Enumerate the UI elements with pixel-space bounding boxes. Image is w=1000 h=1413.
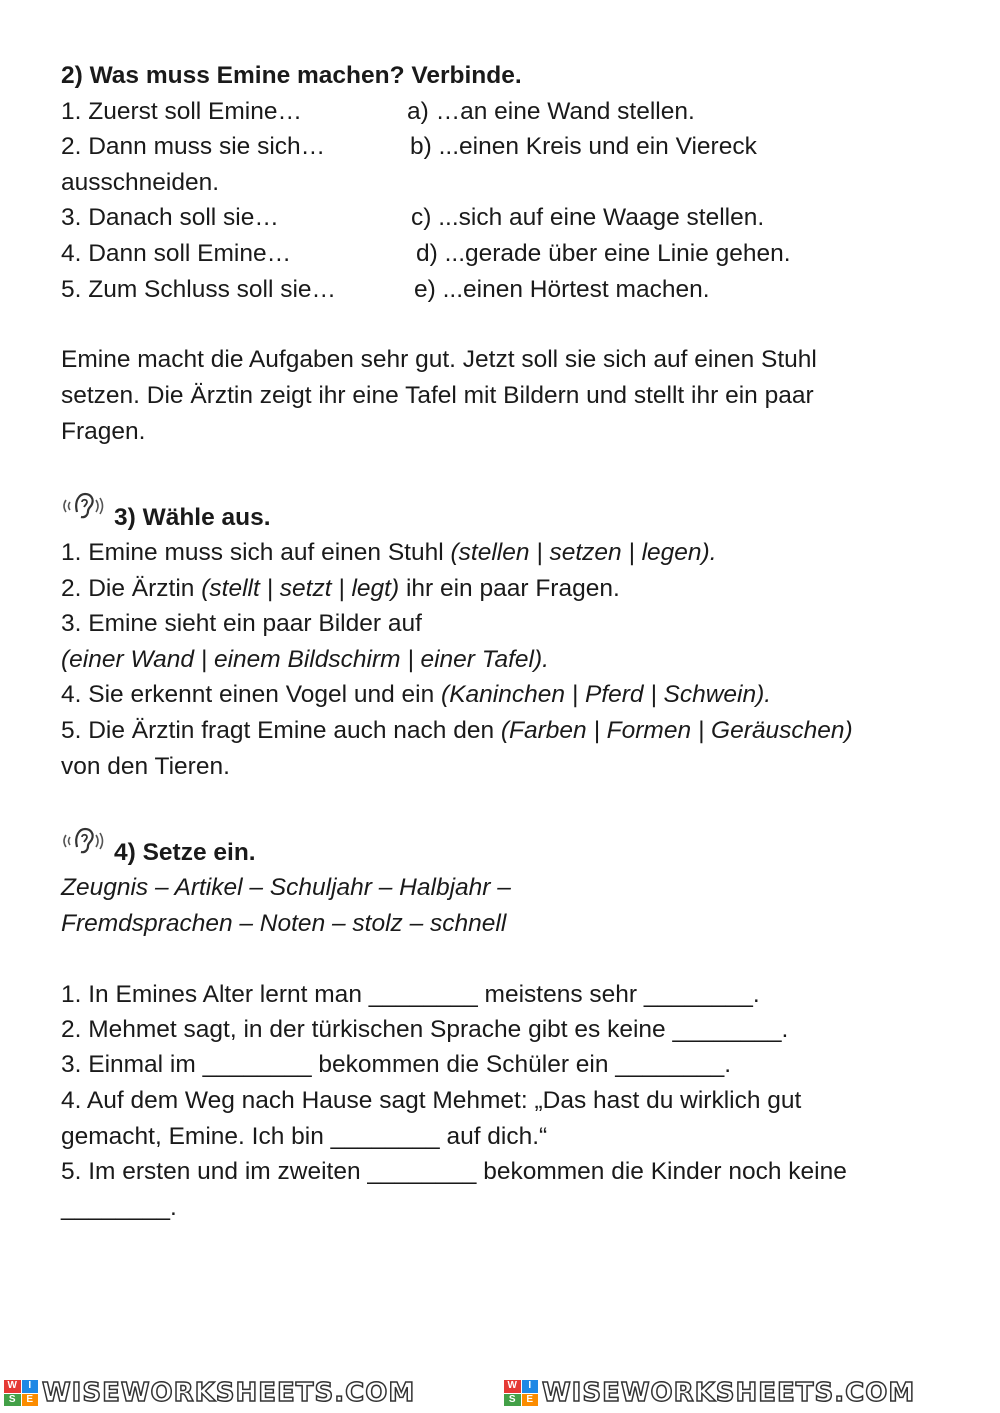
word-bank-line-2: Fremdsprachen – Noten – stolz – schnell [61,910,507,937]
matching-right-c: c) ...sich auf eine Waage stellen. [411,204,765,231]
choice-options: (Farben | Formen | Geräuschen) [500,717,853,744]
logo-letter: S [504,1394,521,1407]
brand-block [504,1378,915,1408]
choice-item-4 [61,680,771,710]
choice-text: 4. Sie erkennt einen Vogel und ein [61,681,442,708]
gap-sentence-1: 1. In Emines Alter lernt man ________ meistens sehr ________. [61,981,760,1008]
logo-letter: W [504,1380,521,1393]
brand-text: WISEWORKSHEETS.COM [42,1378,416,1408]
ear-listening-icon [60,490,106,522]
choice-item-1 [61,538,717,568]
matching-right-d: d) ...gerade über eine Linie gehen. [416,240,791,267]
section3-heading: 3) Wähle aus. [114,504,271,531]
brand-text: WISEWORKSHEETS.COM [542,1378,916,1408]
logo-letter: E [22,1394,39,1407]
ear-listening-icon [60,825,106,857]
matching-left-1: 1. Zuerst soll Emine… [61,98,302,125]
matching-right-e: e) ...einen Hörtest machen. [414,276,710,303]
choice-text-after: ihr ein paar Fragen. [399,575,620,602]
matching-right-b: b) ...einen Kreis und ein Viereck [410,133,757,160]
choice-text: 5. Die Ärztin fragt Emine auch nach den [61,717,501,744]
word-bank-line-1: Zeugnis – Artikel – Schuljahr – Halbjahr – [61,874,511,901]
brand-logo-icon [4,1380,38,1406]
logo-letter: W [4,1380,21,1393]
matching-left-2-cont: ausschneiden. [61,169,220,196]
section2-heading: 2) Was muss Emine machen? Verbinde. [61,62,522,89]
choice-options: (stellt | setzt | legt) [201,575,400,602]
gap-sentence-4: 4. Auf dem Weg nach Hause sagt Mehmet: „Das hast du wirklich gut [61,1087,802,1114]
section4-heading: 4) Setze ein. [114,839,256,866]
paragraph-line-1: Emine macht die Aufgaben sehr gut. Jetzt soll sie sich auf einen Stuhl [61,346,817,373]
choice-options: (Kaninchen | Pferd | Schwein). [441,681,772,708]
logo-letter: I [22,1380,39,1393]
brand-logo-icon [504,1380,538,1406]
matching-right-a: a) …an eine Wand stellen. [407,98,695,125]
matching-left-2: 2. Dann muss sie sich… [61,133,326,160]
choice-text: 1. Emine muss sich auf einen Stuhl [61,539,451,566]
choice-item-3-options: (einer Wand | einem Bildschirm | einer Tafel). [61,646,549,673]
gap-sentence-3: 3. Einmal im ________ bekommen die Schüler ein ________. [61,1051,732,1078]
gap-sentence-5: 5. Im ersten und im zweiten ________ bekommen die Kinder noch keine [61,1158,847,1185]
gap-sentence-4-cont: gemacht, Emine. Ich bin ________ auf dich.“ [61,1123,548,1150]
choice-item-5 [61,716,853,746]
choice-text: 2. Die Ärztin [61,575,202,602]
gap-sentence-2: 2. Mehmet sagt, in der türkischen Sprache gibt es keine ________. [61,1016,789,1043]
choice-item-3: 3. Emine sieht ein paar Bilder auf [61,610,422,637]
choice-options: (stellen | setzen | legen). [450,539,717,566]
matching-left-3: 3. Danach soll sie… [61,204,279,231]
gap-sentence-5-cont: ________. [61,1194,177,1221]
logo-letter: I [522,1380,539,1393]
choice-item-5-cont: von den Tieren. [61,753,230,780]
matching-left-4: 4. Dann soll Emine… [61,240,292,267]
brand-block [4,1378,415,1408]
choice-item-2 [61,574,620,604]
logo-letter: E [522,1394,539,1407]
matching-left-5: 5. Zum Schluss soll sie… [61,276,337,303]
footer-branding [0,1378,1000,1408]
paragraph-line-3: Fragen. [61,418,146,445]
logo-letter: S [4,1394,21,1407]
paragraph-line-2: setzen. Die Ärztin zeigt ihr eine Tafel mit Bildern und stellt ihr ein paar [61,382,814,409]
